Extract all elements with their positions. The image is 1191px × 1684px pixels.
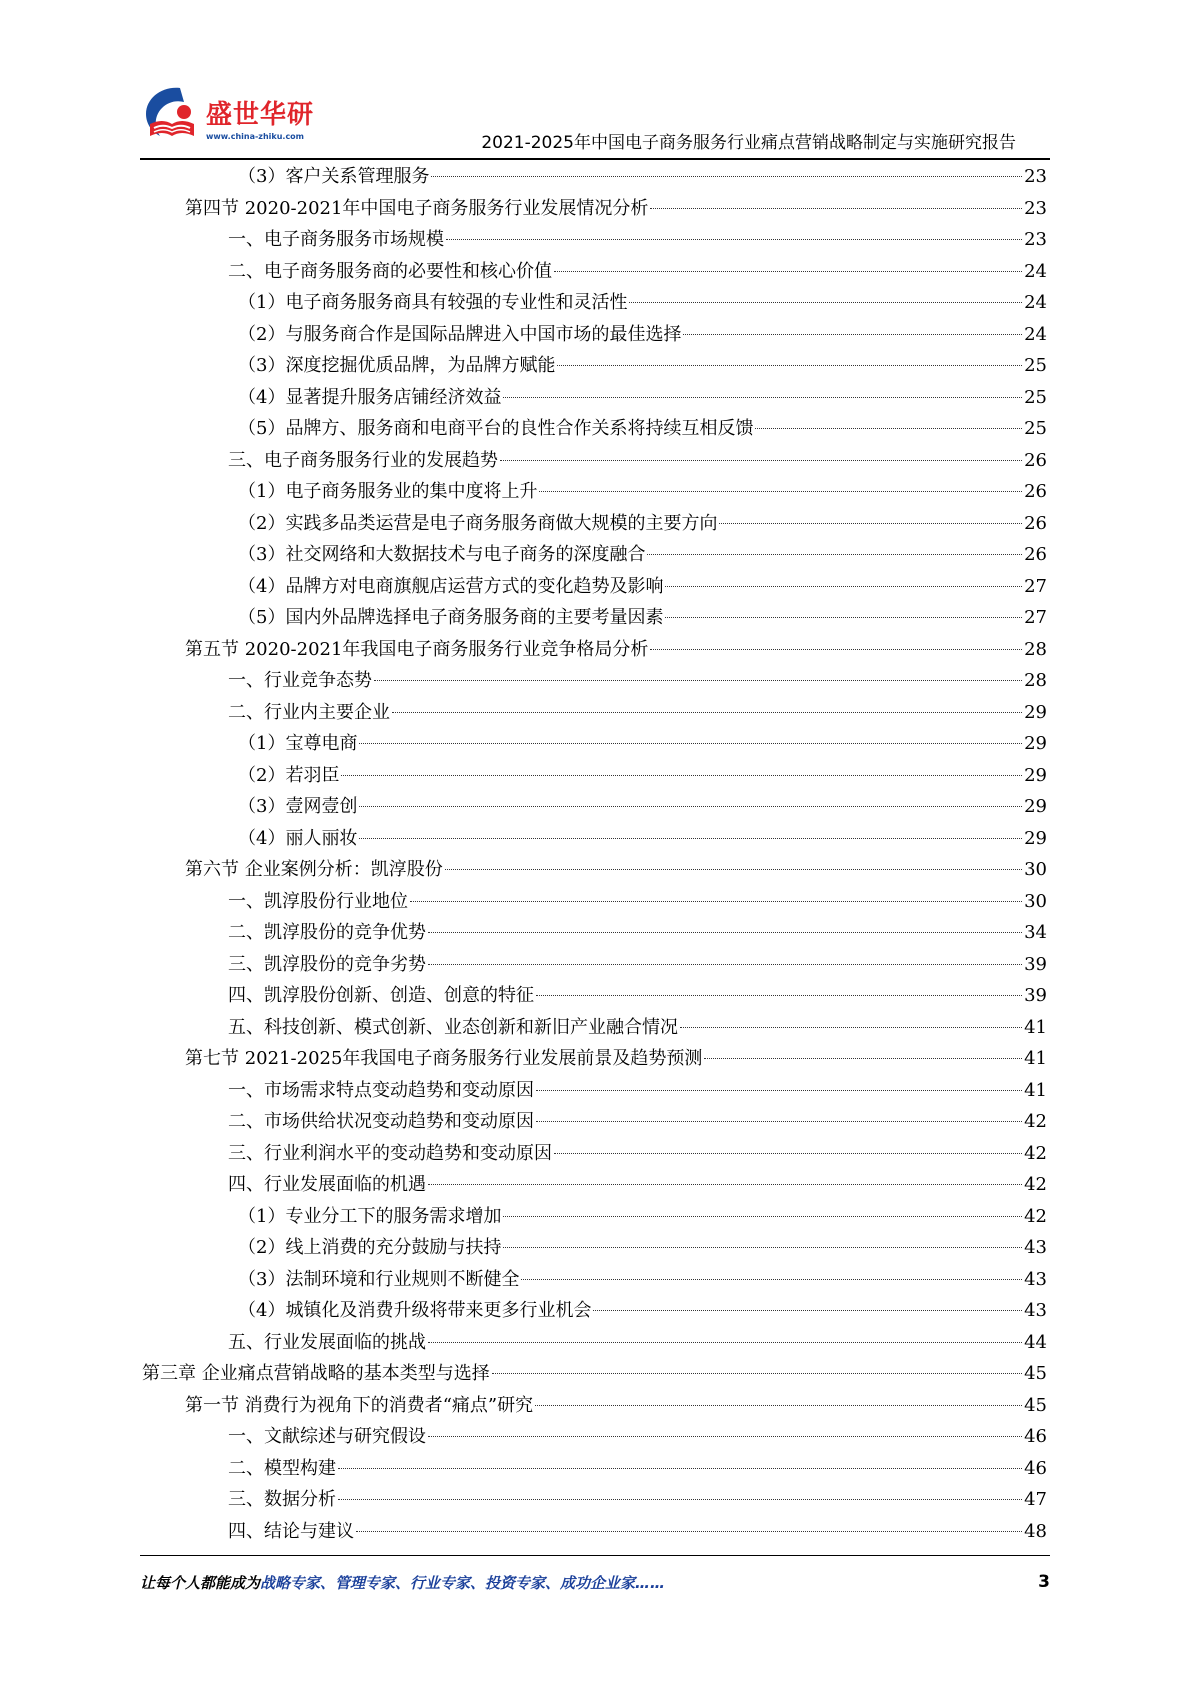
toc-entry[interactable] (142, 1295, 1047, 1327)
toc-entry-page: 42 (1024, 1174, 1047, 1195)
toc-entry-page: 43 (1024, 1268, 1047, 1290)
toc-dot-leader (359, 743, 1022, 744)
toc-entry-title: （1）宝尊电商 (238, 733, 358, 754)
toc-dot-leader (374, 680, 1022, 681)
toc-entry[interactable] (142, 697, 1047, 729)
toc-entry-page: 23 (1024, 197, 1047, 219)
toc-entry[interactable] (142, 1169, 1047, 1201)
toc-dot-leader (503, 1216, 1022, 1217)
toc-entry-page: 42 (1024, 1142, 1047, 1164)
toc-entry-page: 44 (1024, 1331, 1047, 1353)
toc-dot-leader (647, 554, 1022, 555)
toc-entry[interactable] (142, 287, 1047, 319)
logo-url: www.china-zhiku.com (206, 132, 305, 141)
toc-entry-title: （4）品牌方对电商旗舰店运营方式的变化趋势及影响 (238, 575, 664, 597)
toc-entry-page: 46 (1024, 1426, 1047, 1447)
table-of-contents (142, 161, 1047, 1547)
toc-entry-page: 29 (1024, 827, 1047, 849)
toc-entry-title: （4）丽人丽妆 (238, 827, 358, 849)
toc-entry-page: 43 (1024, 1237, 1047, 1258)
toc-entry-title: （2）线上消费的充分鼓励与扶持 (238, 1237, 502, 1258)
toc-dot-leader (719, 523, 1022, 524)
toc-entry-title: （5）国内外品牌选择电子商务服务商的主要考量因素 (238, 607, 664, 628)
toc-entry-page: 29 (1024, 733, 1047, 754)
toc-entry[interactable] (142, 382, 1047, 414)
toc-entry[interactable] (142, 539, 1047, 571)
toc-entry-page: 27 (1024, 607, 1047, 628)
toc-dot-leader (650, 649, 1022, 650)
toc-entry-page: 42 (1024, 1111, 1047, 1132)
toc-dot-leader (554, 1153, 1022, 1154)
toc-entry-page: 47 (1024, 1489, 1047, 1510)
toc-entry-title: （2）与服务商合作是国际品牌进入中国市场的最佳选择 (238, 323, 682, 345)
toc-entry[interactable] (142, 760, 1047, 792)
toc-entry-title: （2）实践多品类运营是电子商务服务商做大规模的主要方向 (238, 512, 718, 534)
toc-entry-page: 45 (1024, 1394, 1047, 1416)
logo-text: 盛世华研 (206, 100, 315, 130)
toc-entry-title: 五、行业发展面临的挑战 (228, 1331, 426, 1353)
toc-entry[interactable] (142, 1358, 1047, 1390)
toc-entry-page: 26 (1024, 481, 1047, 502)
toc-entry-page: 43 (1024, 1300, 1047, 1321)
toc-entry-page: 30 (1024, 859, 1047, 880)
toc-entry-page: 29 (1024, 796, 1047, 817)
toc-dot-leader (356, 1531, 1022, 1532)
toc-entry[interactable] (142, 886, 1047, 918)
toc-entry[interactable] (142, 1421, 1047, 1453)
toc-entry-title: 一、文献综述与研究假设 (228, 1426, 426, 1447)
toc-entry[interactable] (142, 224, 1047, 256)
toc-entry[interactable] (142, 161, 1047, 193)
toc-entry-title: （1）电子商务服务业的集中度将上升 (238, 481, 538, 502)
toc-entry-title: 五、科技创新、模式创新、业态创新和新旧产业融合情况 (228, 1016, 678, 1038)
toc-entry-page: 28 (1024, 670, 1047, 691)
toc-dot-leader (338, 1499, 1022, 1500)
page-footer (140, 1572, 1050, 1602)
toc-dot-leader (445, 869, 1022, 870)
toc-entry[interactable] (142, 634, 1047, 666)
toc-entry-page: 25 (1024, 355, 1047, 376)
toc-entry-page: 26 (1024, 544, 1047, 565)
toc-entry[interactable] (142, 1453, 1047, 1485)
toc-entry-title: （1）专业分工下的服务需求增加 (238, 1205, 502, 1227)
toc-entry-page: 23 (1024, 229, 1047, 250)
toc-entry[interactable] (142, 602, 1047, 634)
toc-entry-page: 45 (1024, 1363, 1047, 1384)
footer-divider (140, 1555, 1050, 1556)
logo-emblem-icon (140, 84, 204, 146)
toc-entry[interactable] (142, 256, 1047, 288)
toc-entry[interactable] (142, 413, 1047, 445)
toc-entry-title: 第七节 2021-2025年我国电子商务服务行业发展前景及趋势预测 (185, 1048, 703, 1069)
toc-entry[interactable] (142, 1232, 1047, 1264)
toc-entry[interactable] (142, 791, 1047, 823)
toc-entry-page: 24 (1024, 292, 1047, 313)
toc-entry[interactable] (142, 1201, 1047, 1233)
toc-entry[interactable] (142, 1012, 1047, 1044)
toc-dot-leader (359, 838, 1022, 839)
toc-entry-page: 48 (1024, 1520, 1047, 1542)
toc-entry[interactable] (142, 445, 1047, 477)
toc-dot-leader (536, 995, 1022, 996)
toc-entry-page: 23 (1024, 166, 1047, 187)
toc-entry[interactable] (142, 1106, 1047, 1138)
toc-entry-title: 二、电子商务服务商的必要性和核心价值 (228, 260, 552, 282)
toc-entry-page: 26 (1024, 512, 1047, 534)
toc-entry[interactable] (142, 1264, 1047, 1296)
toc-entry[interactable] (142, 319, 1047, 351)
toc-entry[interactable] (142, 1138, 1047, 1170)
toc-dot-leader (535, 1405, 1022, 1406)
toc-entry-page: 41 (1024, 1079, 1047, 1101)
toc-entry[interactable] (142, 1390, 1047, 1422)
toc-dot-leader (554, 271, 1022, 272)
toc-entry-title: 一、行业竞争态势 (228, 670, 372, 691)
report-title: 2021-2025年中国电子商务服务行业痛点营销战略制定与实施研究报告 (481, 133, 1016, 153)
toc-dot-leader (359, 806, 1022, 807)
header-divider (140, 158, 1050, 160)
toc-dot-leader (503, 1247, 1022, 1248)
toc-entry-page: 24 (1024, 323, 1047, 345)
toc-entry[interactable] (142, 980, 1047, 1012)
toc-dot-leader (650, 208, 1022, 209)
toc-entry[interactable] (142, 193, 1047, 225)
toc-entry-title: （3）深度挖掘优质品牌，为品牌方赋能 (238, 355, 556, 376)
toc-entry[interactable] (142, 1327, 1047, 1359)
toc-entry-title: 二、凯淳股份的竞争优势 (228, 922, 426, 943)
toc-entry-page: 46 (1024, 1457, 1047, 1479)
toc-entry-title: 三、电子商务服务行业的发展趋势 (228, 449, 498, 471)
toc-entry-page: 39 (1024, 985, 1047, 1006)
toc-entry-title: 三、凯淳股份的竞争劣势 (228, 953, 426, 975)
toc-dot-leader (410, 901, 1022, 902)
toc-entry-page: 25 (1024, 418, 1047, 439)
toc-entry-page: 30 (1024, 890, 1047, 912)
toc-dot-leader (392, 712, 1022, 713)
page-number: 3 (1038, 1572, 1050, 1592)
toc-entry-title: 第五节 2020-2021年我国电子商务服务行业竞争格局分析 (185, 638, 649, 660)
toc-dot-leader (500, 460, 1022, 461)
toc-dot-leader (431, 176, 1022, 177)
toc-entry-page: 41 (1024, 1048, 1047, 1069)
toc-entry-title: 第三章 企业痛点营销战略的基本类型与选择 (142, 1363, 490, 1384)
toc-entry-title: （3）法制环境和行业规则不断健全 (238, 1268, 520, 1290)
page-header (140, 78, 1050, 158)
toc-entry[interactable] (142, 476, 1047, 508)
toc-dot-leader (492, 1373, 1022, 1374)
toc-entry[interactable] (142, 949, 1047, 981)
toc-entry-title: 四、行业发展面临的机遇 (228, 1174, 426, 1195)
toc-entry[interactable] (142, 665, 1047, 697)
toc-entry-page: 29 (1024, 764, 1047, 786)
toc-dot-leader (704, 1058, 1022, 1059)
toc-dot-leader (629, 302, 1022, 303)
toc-entry-title: （3）社交网络和大数据技术与电子商务的深度融合 (238, 544, 646, 565)
toc-entry-title: 二、行业内主要企业 (228, 701, 390, 723)
footer-slogan-highlight: 战略专家、管理专家、行业专家、投资专家、成功企业家…… (260, 1574, 666, 1592)
toc-dot-leader (557, 365, 1022, 366)
toc-entry[interactable] (142, 571, 1047, 603)
toc-dot-leader (539, 491, 1022, 492)
toc-entry-title: 三、数据分析 (228, 1489, 336, 1510)
toc-entry[interactable] (142, 1043, 1047, 1075)
toc-entry-title: （4）城镇化及消费升级将带来更多行业机会 (238, 1300, 592, 1321)
toc-dot-leader (665, 617, 1022, 618)
toc-entry-title: （3）客户关系管理服务 (238, 166, 430, 187)
toc-entry-title: （3）壹网壹创 (238, 796, 358, 817)
toc-dot-leader (593, 1310, 1022, 1311)
toc-entry-title: 四、结论与建议 (228, 1520, 354, 1542)
toc-entry[interactable] (142, 1484, 1047, 1516)
toc-entry-title: （1）电子商务服务商具有较强的专业性和灵活性 (238, 292, 628, 313)
toc-entry-title: 四、凯淳股份创新、创造、创意的特征 (228, 985, 534, 1006)
toc-entry-title: 三、行业利润水平的变动趋势和变动原因 (228, 1142, 552, 1164)
toc-entry-title: 第四节 2020-2021年中国电子商务服务行业发展情况分析 (185, 197, 649, 219)
toc-entry-page: 28 (1024, 638, 1047, 660)
toc-dot-leader (521, 1279, 1022, 1280)
toc-dot-leader (428, 964, 1022, 965)
toc-dot-leader (428, 1342, 1022, 1343)
toc-dot-leader (665, 586, 1022, 587)
toc-dot-leader (503, 397, 1022, 398)
toc-entry-page: 39 (1024, 953, 1047, 975)
toc-dot-leader (680, 1027, 1022, 1028)
toc-dot-leader (428, 932, 1022, 933)
toc-entry-title: 一、市场需求特点变动趋势和变动原因 (228, 1079, 534, 1101)
toc-entry-page: 42 (1024, 1205, 1047, 1227)
toc-entry-page: 25 (1024, 386, 1047, 408)
toc-dot-leader (428, 1184, 1022, 1185)
toc-entry-title: 一、电子商务服务市场规模 (228, 229, 444, 250)
toc-entry-page: 26 (1024, 449, 1047, 471)
toc-entry[interactable] (142, 1516, 1047, 1548)
toc-entry-title: （4）显著提升服务店铺经济效益 (238, 386, 502, 408)
toc-entry-title: 第六节 企业案例分析：凯淳股份 (185, 859, 443, 880)
toc-entry-title: （5）品牌方、服务商和电商平台的良性合作关系将持续互相反馈 (238, 418, 754, 439)
toc-entry[interactable] (142, 917, 1047, 949)
company-logo (140, 84, 315, 154)
toc-entry-title: 一、凯淳股份行业地位 (228, 890, 408, 912)
toc-entry-page: 24 (1024, 260, 1047, 282)
toc-dot-leader (338, 1468, 1022, 1469)
toc-entry-page: 41 (1024, 1016, 1047, 1038)
toc-dot-leader (683, 334, 1022, 335)
toc-entry-page: 29 (1024, 701, 1047, 723)
toc-entry[interactable] (142, 1075, 1047, 1107)
toc-entry-title: 二、模型构建 (228, 1457, 336, 1479)
toc-entry-title: （2）若羽臣 (238, 764, 340, 786)
footer-slogan-prefix: 让每个人都能成为 (140, 1574, 261, 1592)
toc-entry[interactable] (142, 854, 1047, 886)
toc-entry-page: 27 (1024, 575, 1047, 597)
toc-entry-page: 34 (1024, 922, 1047, 943)
toc-dot-leader (428, 1436, 1022, 1437)
toc-dot-leader (446, 239, 1022, 240)
toc-entry[interactable] (142, 350, 1047, 382)
toc-dot-leader (755, 428, 1022, 429)
toc-entry[interactable] (142, 728, 1047, 760)
toc-entry-title: 二、市场供给状况变动趋势和变动原因 (228, 1111, 534, 1132)
toc-dot-leader (536, 1121, 1022, 1122)
toc-entry[interactable] (142, 508, 1047, 540)
toc-dot-leader (341, 775, 1022, 776)
toc-entry-title: 第一节 消费行为视角下的消费者“痛点”研究 (185, 1394, 534, 1416)
toc-dot-leader (536, 1090, 1022, 1091)
toc-entry[interactable] (142, 823, 1047, 855)
